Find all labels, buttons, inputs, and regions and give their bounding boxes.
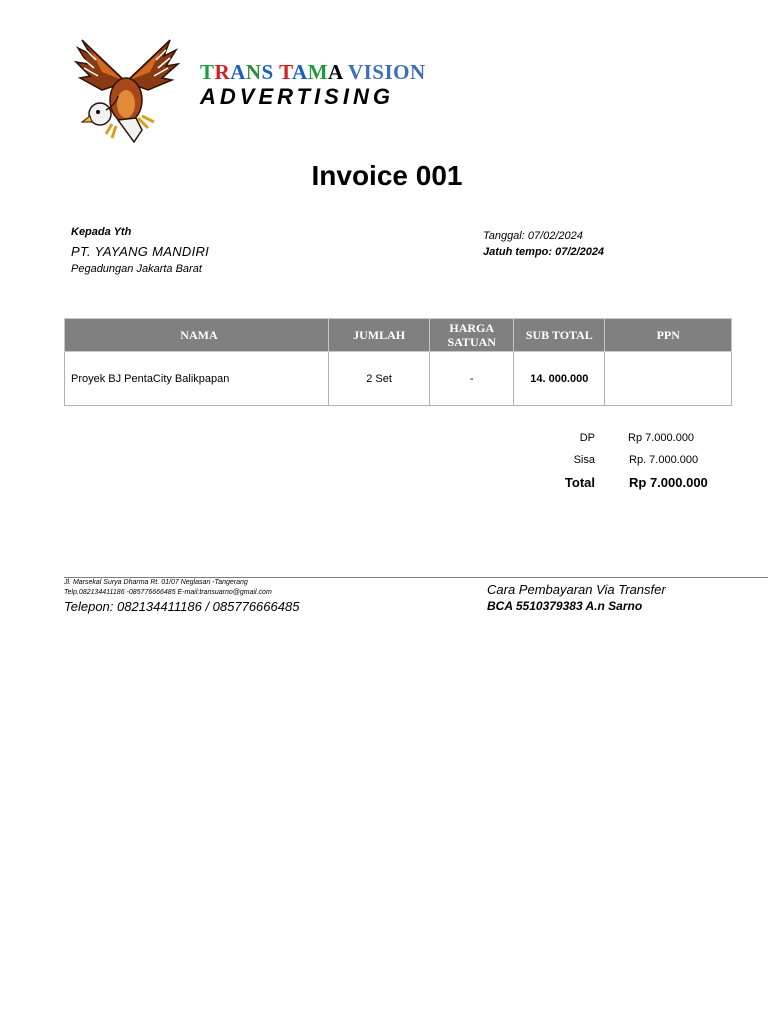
cell-harga: - <box>430 352 514 406</box>
header-ppn: PPN <box>605 319 732 352</box>
invoice-date: Tanggal: 07/02/2024 <box>483 230 583 242</box>
brand-letter: A <box>328 60 343 84</box>
cell-nama: Proyek BJ PentaCity Balikpapan <box>65 352 329 406</box>
sisa-value: Rp. 7.000.000 <box>629 454 699 466</box>
recipient-address: Pegadungan Jakarta Barat <box>71 263 202 275</box>
total-value: Rp 7.000.000 <box>629 475 708 490</box>
table-header-row <box>65 319 732 352</box>
dp-value: Rp 7.000.000 <box>628 432 695 444</box>
header-harga-satuan: HARGA SATUAN <box>430 319 514 352</box>
brand-letter: S <box>261 60 274 84</box>
brand-tagline: ADVERTISING <box>200 84 394 109</box>
eagle-logo <box>72 34 180 144</box>
cell-jumlah: 2 Set <box>328 352 429 406</box>
table-row <box>65 352 732 406</box>
total-label: Total <box>564 475 595 490</box>
dp-label: DP <box>579 432 595 444</box>
header-nama: NAMA <box>65 319 329 352</box>
brand-letter: N <box>245 60 262 84</box>
invoice-title: Invoice 001 <box>311 160 463 191</box>
recipient-label: Kepada Yth <box>71 226 132 238</box>
bank-account: BCA 5510379383 A.n Sarno <box>487 599 643 613</box>
recipient-company: PT. YAYANG MANDIRI <box>71 244 210 259</box>
sisa-label: Sisa <box>573 454 595 466</box>
brand-letter: A <box>230 60 246 84</box>
brand-letter: R <box>214 60 231 84</box>
brand-letter: M <box>307 60 329 84</box>
footer-phone: Telepon: 082134411186 / 085776666485 <box>64 599 300 614</box>
brand-letter: VISION <box>347 60 426 84</box>
footer-address: Jl. Marsekal Surya Dharma Rt. 01/07 Neglasari -Tangerang <box>64 579 248 586</box>
footer-divider <box>64 577 768 578</box>
payment-method: Cara Pembayaran Via Transfer <box>487 582 666 597</box>
due-date: Jatuh tempo: 07/2/2024 <box>483 246 605 258</box>
cell-ppn <box>605 352 732 406</box>
footer-contact: Telp.082134411186 -085776666485 E-mail:transuarno@gmail.com <box>64 589 272 596</box>
cell-subtotal: 14. 000.000 <box>514 352 605 406</box>
header-sub-total: SUB TOTAL <box>514 319 605 352</box>
header-jumlah: JUMLAH <box>328 319 429 352</box>
brand-letter: T <box>279 60 293 84</box>
brand-name <box>200 60 426 85</box>
brand-letter: T <box>200 60 215 84</box>
invoice-table <box>64 318 732 406</box>
brand-letter: A <box>292 60 308 84</box>
